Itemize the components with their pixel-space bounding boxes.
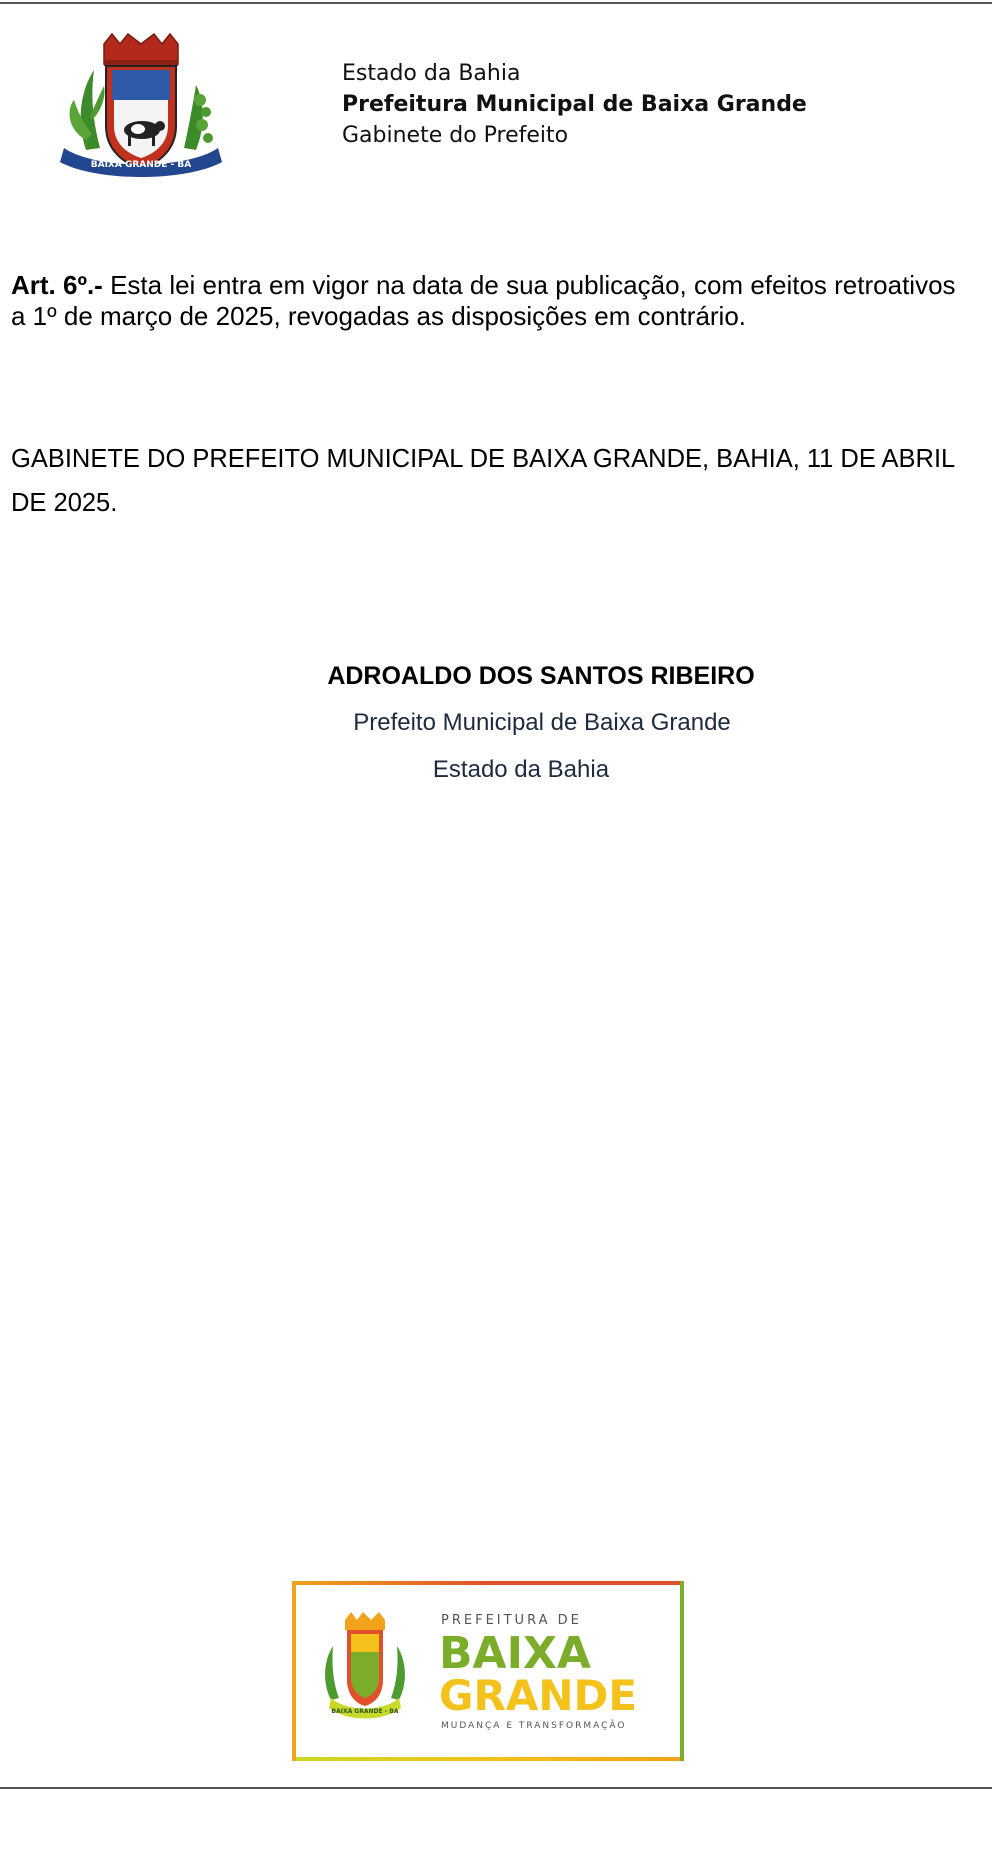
header-prefeitura: Prefeitura Municipal de Baixa Grande — [342, 92, 807, 117]
article-paragraph — [11, 270, 971, 332]
logo-word-grande: GRANDE — [439, 1671, 638, 1720]
article-label: Art. 6º.- — [11, 270, 103, 300]
signatory-name: ADROALDO DOS SANTOS RIBEIRO — [327, 662, 755, 690]
coat-of-arms-icon — [56, 30, 226, 180]
logo-badge-text: BAIXA GRANDE - BA — [331, 1708, 399, 1715]
signatory-state: Estado da Bahia — [432, 756, 610, 783]
article-text: Esta lei entra em vigor na data de sua publicação, com efeitos retroativos a 1º de março de 2025, revogadas as disposições em contrário. — [11, 270, 956, 331]
signatory-role: Prefeito Municipal de Baixa Grande — [353, 709, 731, 736]
prefeitura-logo-icon — [291, 1580, 685, 1762]
closing-statement: GABINETE DO PREFEITO MUNICIPAL DE BAIXA GRANDE, BAHIA, 11 DE ABRIL DE 2025. — [11, 445, 955, 517]
header-state: Estado da Bahia — [342, 61, 521, 86]
header-gabinete: Gabinete do Prefeito — [342, 123, 569, 148]
logo-top-text: PREFEITURA DE — [441, 1613, 582, 1628]
top-divider — [0, 2, 992, 4]
crest-ribbon-text: BAIXA GRANDE - BA — [90, 160, 192, 170]
logo-tagline: MUDANÇA E TRANSFORMAÇÃO — [441, 1721, 627, 1731]
header-text — [342, 58, 807, 151]
logo-word-baixa: BAIXA — [439, 1628, 591, 1679]
bottom-divider — [0, 1787, 992, 1789]
